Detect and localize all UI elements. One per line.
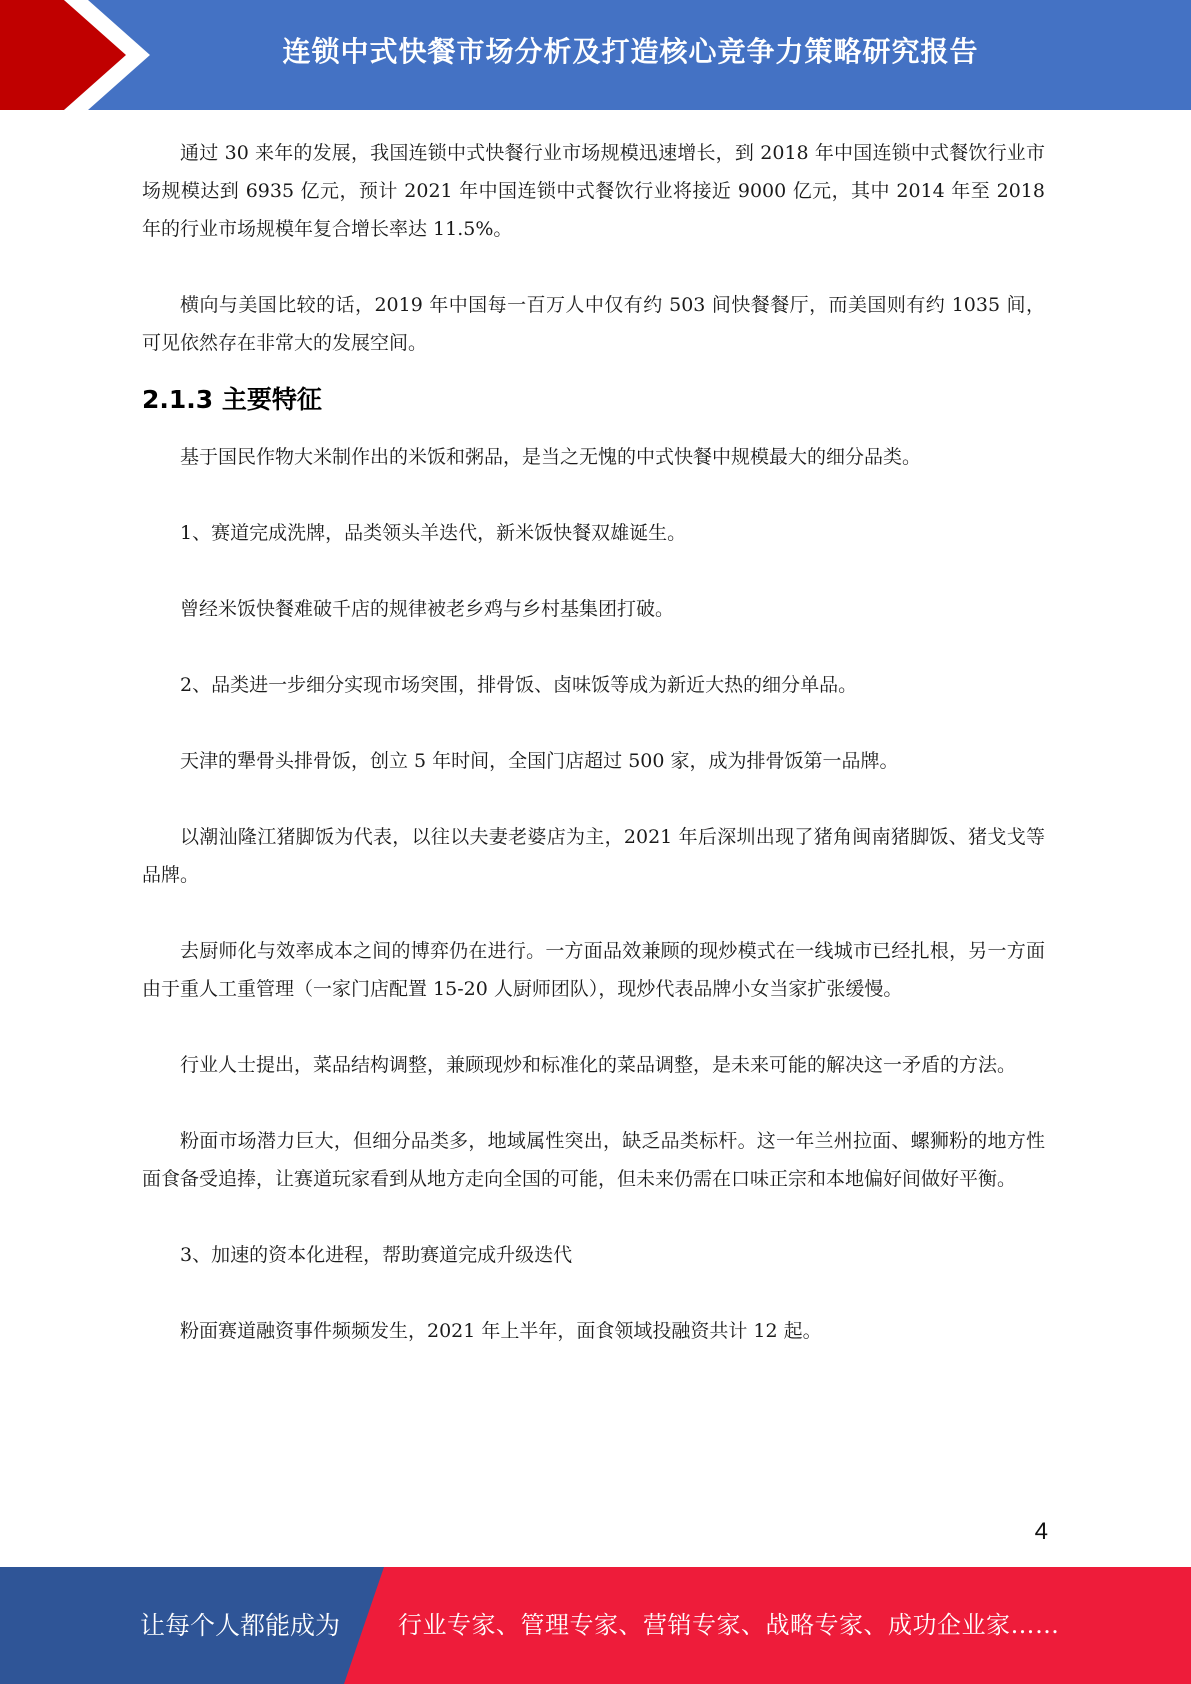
report-title: 连锁中式快餐市场分析及打造核心竞争力策略研究报告: [282, 35, 979, 68]
header-red-flag: [0, 0, 130, 110]
paragraph-point-1: 1、赛道完成洗牌，品类领头羊迭代，新米饭快餐双雄诞生。: [180, 522, 687, 544]
header-chevron-logo: [0, 0, 150, 110]
paragraph-menu-adjustment: 行业人士提出，菜品结构调整，兼顾现炒和标准化的菜品调整，是未来可能的解决这一矛盾的方法。: [180, 1054, 1017, 1076]
paragraph-thousand-stores: 曾经米饭快餐难破千店的规律被老乡鸡与乡村基集团打破。: [180, 598, 675, 620]
page-number: 4: [1034, 1518, 1048, 1545]
paragraph-pork-knuckle-rice: 以潮汕隆江猪脚饭为代表，以往以夫妻老婆店为主，2021 年后深圳出现了猪角闽南猪脚饭、猪戈戈等品牌。: [142, 826, 1045, 886]
paragraph-noodle-market: 粉面市场潜力巨大，但细分品类多，地域属性突出，缺乏品类标杆。这一年兰州拉面、螺狮粉的地方性面食备受追捧，让赛道玩家看到从地方走向全国的可能，但未来仍需在口味正宗和本地偏好间做好平衡。: [142, 1130, 1045, 1190]
paragraph-tianjin-brand: 天津的犟骨头排骨饭，创立 5 年时间，全国门店超过 500 家，成为排骨饭第一品牌。: [180, 750, 899, 772]
paragraph-point-3: 3、加速的资本化进程，帮助赛道完成升级迭代: [180, 1244, 573, 1266]
paragraph-rice-category: 基于国民作物大米制作出的米饭和粥品，是当之无愧的中式快餐中规模最大的细分品类。: [180, 446, 922, 468]
paragraph-chef-efficiency: 去厨师化与效率成本之间的博弈仍在进行。一方面品效兼顾的现炒模式在一线城市已经扎根，另一方面由于重人工重管理（一家门店配置 15-20 人厨师团队），现炒代表品牌小女当家扩张缓慢。: [142, 940, 1045, 1000]
footer-slogan-right: 行业专家、管理专家、营销专家、战略专家、成功企业家……: [398, 1611, 1060, 1639]
paragraph-us-comparison: 横向与美国比较的话，2019 年中国每一百万人中仅有约 503 间快餐餐厅，而美国则有约 1035 间，可见依然存在非常大的发展空间。: [142, 294, 1045, 354]
page-footer: [0, 1567, 1191, 1684]
page-header: [0, 0, 1191, 110]
paragraph-financing: 粉面赛道融资事件频频发生，2021 年上半年，面食领域投融资共计 12 起。: [180, 1320, 822, 1342]
paragraph-point-2: 2、品类进一步细分实现市场突围，排骨饭、卤味饭等成为新近大热的细分单品。: [180, 674, 858, 696]
footer-slogan-left: 让每个人都能成为: [140, 1611, 341, 1640]
section-heading: 2.1.3 主要特征: [142, 385, 322, 414]
paragraph-market-scale: 通过 30 来年的发展，我国连锁中式快餐行业市场规模迅速增长，到 2018 年中国连锁中式餐饮行业市场规模达到 6935 亿元，预计 2021 年中国连锁中式餐饮行业将接近 9000 亿元，其中 2014 年至 2018 年的行业市场规模年复合增长率达 11.5%。: [142, 142, 1045, 240]
document-body: [142, 134, 1045, 1350]
